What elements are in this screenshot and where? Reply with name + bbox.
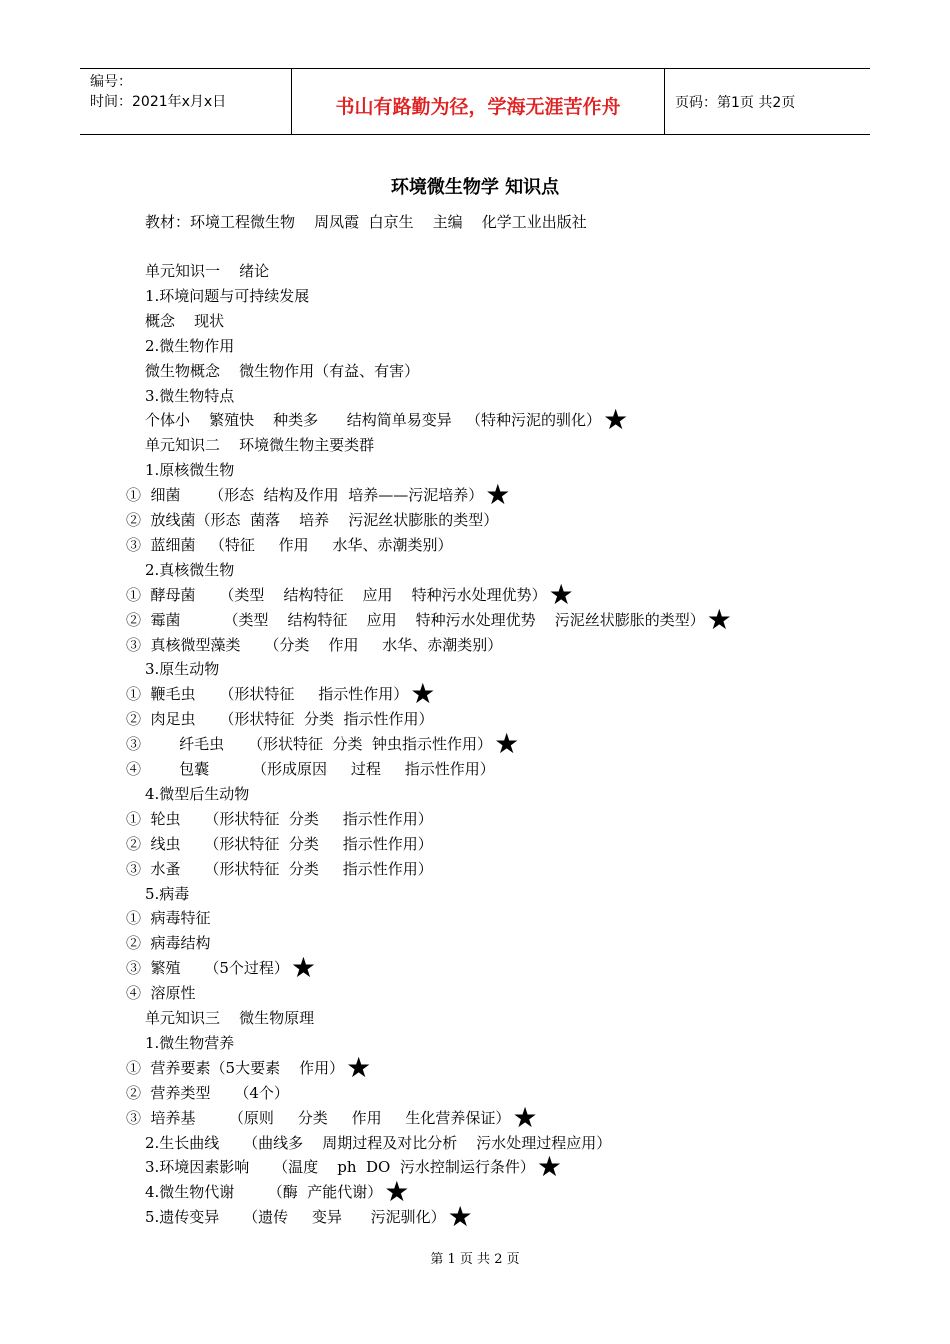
star-icon: ★ bbox=[447, 1200, 473, 1234]
list-item-text: 2.生长曲线 （曲线多 周期过程及对比分析 污水处理过程应用） bbox=[145, 1133, 612, 1152]
list-item bbox=[145, 1175, 410, 1209]
list-item bbox=[126, 982, 196, 1007]
list-item-text: ② 放线菌（形态 菌落 培养 污泥丝状膨胀的类型） bbox=[126, 511, 499, 529]
list-item bbox=[126, 1050, 372, 1084]
list-item bbox=[126, 727, 520, 761]
list-item bbox=[145, 403, 629, 437]
list-item-text: 微生物概念 微生物作用（有益、有害） bbox=[145, 361, 420, 380]
list-item bbox=[145, 335, 234, 360]
star-icon: ★ bbox=[536, 1150, 562, 1184]
list-item-text: 5.病毒 bbox=[145, 884, 190, 903]
list-item-text: ① 细菌 （形态 结构及作用 培养——污泥培养） bbox=[126, 486, 484, 505]
list-item bbox=[126, 602, 732, 636]
list-item-text: ③ 培养基 （原则 分类 作用 生化营养保证） bbox=[126, 1108, 511, 1127]
number-label: 编号： bbox=[90, 74, 132, 90]
list-item bbox=[126, 708, 433, 733]
list-item-text: ② 营养类型 （4个） bbox=[126, 1083, 289, 1102]
list-item-text: ② 霉菌 （类型 结构特征 应用 特种污水处理优势 污泥丝状膨胀的类型） bbox=[126, 610, 705, 629]
list-item-text: ③ 真核微型藻类 （分类 作用 水华、赤潮类别） bbox=[126, 635, 503, 654]
star-icon: ★ bbox=[485, 478, 511, 512]
list-item bbox=[145, 559, 234, 584]
list-item bbox=[145, 1150, 562, 1184]
page-footer: 第 1 页 共 2 页 bbox=[430, 1252, 520, 1267]
list-item-text: ④ 溶原性 bbox=[126, 984, 196, 1003]
list-item-text: 4.微型后生动物 bbox=[145, 784, 250, 803]
list-item-text: ① 病毒特征 bbox=[126, 909, 211, 928]
star-icon: ★ bbox=[290, 951, 317, 985]
header-left-cell bbox=[80, 69, 292, 135]
list-item-text: 个体小 繁殖快 种类多 结构简单易变异 （特种污泥的驯化） bbox=[145, 411, 602, 430]
list-item bbox=[126, 534, 453, 559]
star-icon: ★ bbox=[384, 1175, 410, 1209]
list-item bbox=[145, 883, 189, 908]
list-item bbox=[145, 783, 249, 808]
list-item-text: 2.真核微生物 bbox=[145, 560, 235, 579]
star-icon: ★ bbox=[494, 727, 520, 761]
list-item-text: 3.环境因素影响 （温度 ph DO 污水控制运行条件） bbox=[145, 1158, 535, 1177]
list-item bbox=[126, 478, 511, 512]
list-item bbox=[126, 1100, 538, 1134]
list-item-text: 4.微生物代谢 （酶 产能代谢） bbox=[145, 1183, 383, 1202]
time-label: 时间：2021年x月x日 bbox=[90, 94, 227, 110]
star-icon: ★ bbox=[512, 1100, 538, 1134]
list-item bbox=[126, 833, 433, 858]
list-item bbox=[126, 677, 436, 711]
list-item bbox=[126, 634, 502, 659]
list-item bbox=[145, 1032, 234, 1057]
list-item-text: ③ 繁殖 （5个过程） bbox=[126, 959, 289, 978]
list-item bbox=[145, 360, 419, 385]
list-item-text: ① 营养要素（5大要素 作用） bbox=[126, 1058, 345, 1077]
star-icon: ★ bbox=[603, 403, 629, 437]
list-item bbox=[126, 509, 498, 534]
list-item bbox=[145, 459, 234, 484]
list-item-text: 2.微生物作用 bbox=[145, 336, 235, 355]
list-item-text: ③ 蓝细菌 （特征 作用 水华、赤潮类别） bbox=[126, 535, 453, 554]
list-item bbox=[126, 1082, 289, 1107]
list-item bbox=[145, 434, 374, 459]
list-item bbox=[145, 385, 234, 410]
list-item bbox=[145, 1007, 314, 1032]
list-item bbox=[126, 951, 317, 985]
list-item-text: 单元知识二 环境微生物主要类群 bbox=[145, 436, 375, 455]
list-item bbox=[145, 658, 219, 683]
list-item-text: ① 轮虫 （形状特征 分类 指示性作用） bbox=[126, 809, 433, 828]
list-item-text: ① 鞭毛虫 （形状特征 指示性作用） bbox=[126, 685, 409, 704]
list-item-text: 3.微生物特点 bbox=[145, 386, 235, 405]
list-item-text: 5.遗传变异 （遗传 变异 污泥驯化） bbox=[145, 1208, 446, 1227]
motto: 书山有路勤为径，学海无涯苦作舟 bbox=[292, 69, 665, 135]
star-icon: ★ bbox=[410, 677, 436, 711]
list-item-text: 1.环境问题与可持续发展 bbox=[145, 286, 310, 305]
list-item bbox=[126, 758, 495, 783]
list-item-text: 单元知识三 微生物原理 bbox=[145, 1009, 315, 1027]
list-item bbox=[145, 310, 224, 335]
list-item bbox=[126, 907, 211, 932]
list-item-text: 单元知识一 绪论 bbox=[145, 262, 270, 280]
list-item-text: ② 线虫 （形状特征 分类 指示性作用） bbox=[126, 834, 433, 853]
list-item-text: ① 酵母菌 （类型 结构特征 应用 特种污水处理优势） bbox=[126, 585, 547, 604]
page-title: 环境微生物学 知识点 bbox=[390, 177, 560, 198]
list-item-text: ② 肉足虫 （形状特征 分类 指示性作用） bbox=[126, 710, 434, 729]
textbook-info: 教材：环境工程微生物 周凤霞 白京生 主编 化学工业出版社 bbox=[145, 213, 587, 231]
list-item bbox=[126, 932, 211, 957]
page-info: 页码：第1页 共2页 bbox=[675, 94, 796, 111]
list-item bbox=[145, 285, 309, 310]
list-item bbox=[126, 808, 433, 833]
header-table bbox=[80, 68, 870, 135]
star-icon: ★ bbox=[346, 1050, 372, 1084]
list-item bbox=[145, 1200, 473, 1234]
list-item-text: 1.微生物营养 bbox=[145, 1033, 235, 1052]
star-icon: ★ bbox=[706, 602, 732, 636]
list-item-text: 3.原生动物 bbox=[145, 660, 220, 679]
list-item bbox=[145, 260, 269, 285]
list-item bbox=[126, 577, 574, 611]
list-item-text: ③ 水蚤 （形状特征 分类 指示性作用） bbox=[126, 859, 433, 878]
list-item-text: 1.原核微生物 bbox=[145, 461, 235, 480]
star-icon: ★ bbox=[548, 577, 574, 611]
list-item-text: ③ 纤毛虫 （形状特征 分类 钟虫指示性作用） bbox=[126, 735, 493, 754]
list-item bbox=[126, 858, 433, 883]
list-item-text: ② 病毒结构 bbox=[126, 934, 211, 953]
list-item-text: ④ 包囊 （形成原因 过程 指示性作用） bbox=[126, 760, 495, 778]
list-item-text: 概念 现状 bbox=[145, 311, 225, 330]
